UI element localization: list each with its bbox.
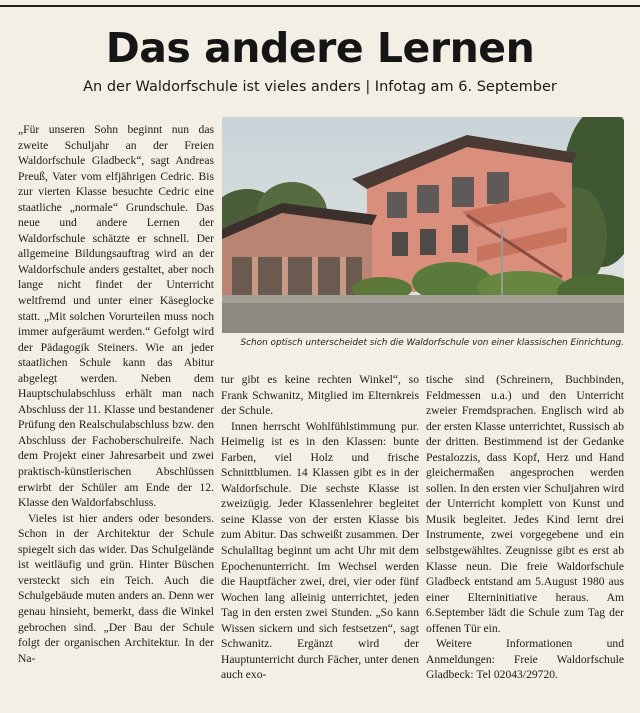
text-column-1 — [18, 122, 214, 666]
school-building-illustration — [222, 117, 624, 333]
paragraph: tur gibt es keine rechten Winkel“, so Frank Schwanitz, Mitglied im Elternkreis der Schule. — [221, 373, 419, 418]
paragraph: Innen herrscht Wohlfühlstimmung pur. Heimelig ist es in den Klassen: bunte Farben, viel Holz und frische Schnittblumen. 14 Klassen gibt es in der Waldorfschule. Die sechste Klasse ist zweizügig. Jeder Klassenlehrer begleitet seine Klasse von der ersten Klasse bis zum Abitur. Das schweißt zusammen. Der Schulalltag beginnt um acht Uhr mit dem Epochenunterricht. Im Wechsel werden die Hauptfächer zwei, drei, vier oder fünf Wochen lang alleinig unterrichtet, jeden Tag in den ersten zwei Stunden. „So kann Wissen sickern und sich festsetzen“, sagt Schwanitz. Ergänzt wird der Hauptunterricht durch Fächer, unter denen auch exo- — [221, 419, 419, 682]
article-subheadline: An der Waldorfschule ist vieles anders | Infotag am 6. September — [83, 79, 557, 95]
article-headline: Das andere Lernen — [105, 24, 535, 72]
paragraph: Weitere Informationen und Anmeldungen: Freie Waldorfschule Gladbeck: Tel 02043/29720. — [426, 637, 624, 682]
text-column-3 — [426, 372, 624, 683]
school-building-photo — [222, 117, 624, 333]
paragraph: Vieles ist hier anders oder besonders. Schon in der Architektur der Schule spiegelt sich das wider. Das Schulgelände ist weitläufig und grün. Hinter Büschen versteckt sich ein Teich. Auch die Schulgebäude muten anders an. Denn wer genau hinsieht, bemerkt, dass die Winkel gebrochen sind. „Der Bau der Schule folgt der organischen Architektur. In der Na- — [18, 511, 214, 665]
text-column-2 — [221, 372, 419, 683]
top-rule — [0, 5, 640, 7]
photo-caption: Schon optisch unterscheidet sich die Waldorfschule von einer klassischen Einrichtung. — [240, 338, 624, 348]
paragraph: „Für unseren Sohn beginnt nun das zweite Schuljahr an der Freien Waldorfschule Gladbeck“, sagt Andreas Preuß, Vater vom elfjährigen Cedric. Bis zur vierten Klasse besuchte Cedric eine staatliche „normale“ Grundschule. Das neue und andere Lernen der Waldorfschule schätzte er schnell. Der allgemeine Bildungsauftrag wird an der Waldorfschule anders gestaltet, aber noch lange nicht findet der Unterricht weltfremd und unter einer Käseglocke statt. „Mit solchen Vorurteilen muss noch immer aufgeräumt werden.“ Gefolgt wird der Pädagogik Steiners. Wie an jeder staatlichen Schule kann das Abitur abgelegt werden. Neben dem Hauptschulabschluss erhält man nach Abschluss der 11. Klasse und bestandener Prüfung den Realschulabschluss bzw. den Abschluss der Fachoberschulreife. Nach dem Projekt einer Jahresarbeit und zwei praktisch-künstlerischen Abschlüssen erwirbt der Schüler am Ende der 12. Klasse den Waldorfabschluss. — [18, 123, 214, 510]
paragraph: tische sind (Schreinern, Buchbinden, Feldmessen u.a.) und den Unterricht zweier Fremdsprachen. Englisch wird ab der ersten Klasse unterrichtet, Russisch ab der dritten. Bestimmend ist der Gedanke Pestalozzis, dass Kopf, Herz und Hand gleichermaßen angesprochen werden sollen. In den ersten vier Schuljahren wird der Unterricht komplett von Kunst und Musik begleitet. Jedes Kind lernt drei Instrumente, zwei vorgegebene und ein selbstgewähltes. Zeugnisse gibt es erst ab Klasse neun. Die freie Waldorfschule Gladbeck entstand am 5.August 1980 aus einer Elterninitiative heraus. Am 6.September lädt die Schule zum Tag der offenen Tür ein. — [426, 373, 624, 635]
